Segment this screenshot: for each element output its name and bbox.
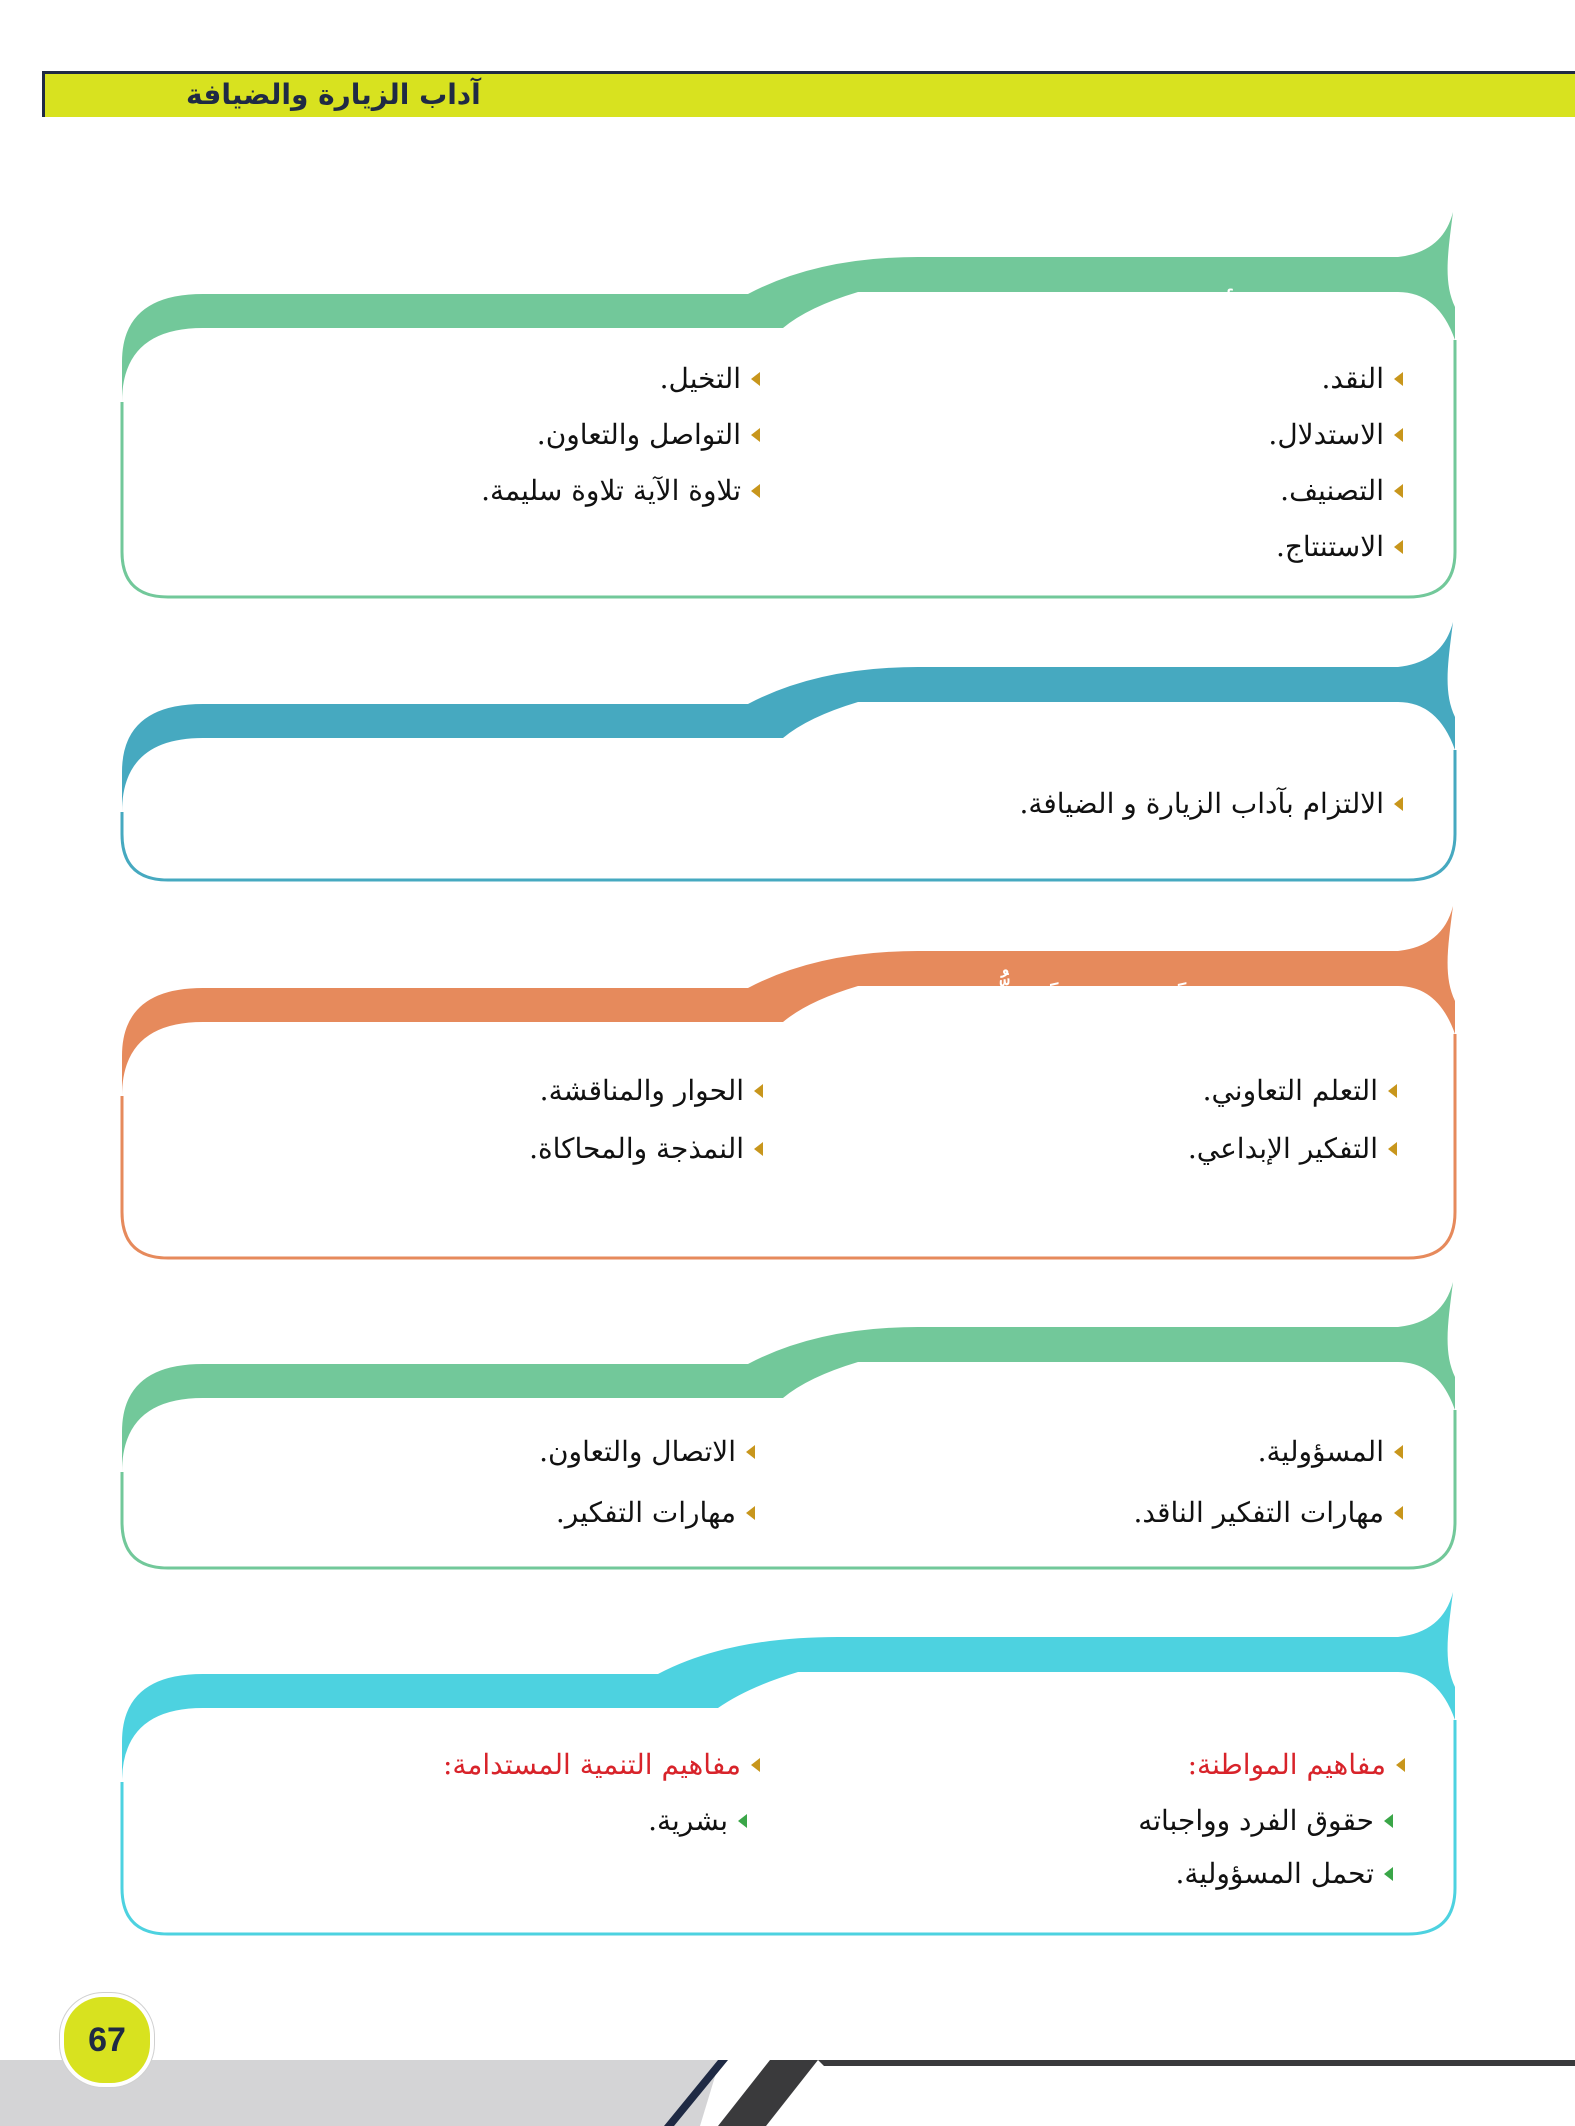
footer-bar xyxy=(0,2060,1575,2126)
section-21st-century-skills xyxy=(118,1282,1455,1572)
bullet-icon xyxy=(751,1758,760,1772)
list-heading: مفاهيم المواطنة: xyxy=(1188,1748,1405,1781)
list-item: حقوق الفرد وواجباته xyxy=(1138,1804,1393,1837)
list-item: المسؤولية. xyxy=(1258,1435,1403,1468)
section-frame xyxy=(118,212,1455,602)
bullet-icon xyxy=(1394,1445,1403,1459)
bullet-icon xyxy=(1394,428,1403,442)
bullet-icon xyxy=(751,372,760,386)
bullet-icon xyxy=(1388,1142,1397,1156)
list-item: التواصل والتعاون. xyxy=(537,418,760,451)
lesson-title: آداب الزيارة والضيافة xyxy=(186,78,481,111)
list-item: التصنيف. xyxy=(1280,474,1403,507)
bullet-icon xyxy=(1394,540,1403,554)
list-heading: مفاهيم التنمية المستدامة: xyxy=(443,1748,760,1781)
section-title: مهارات القرن (21) xyxy=(1085,1362,1370,1397)
list-item: التعلم التعاوني. xyxy=(1203,1074,1397,1107)
bullet-icon xyxy=(751,428,760,442)
bullet-icon xyxy=(1388,1084,1397,1098)
bullet-icon xyxy=(746,1506,755,1520)
section-values xyxy=(118,622,1455,884)
section-strategies xyxy=(118,906,1455,1262)
list-item: تحمل المسؤولية. xyxy=(1175,1857,1393,1890)
section-title: إستراتيجيّات التَّعليم والتَّعــلُّم xyxy=(974,984,1400,1019)
list-item: النقد. xyxy=(1321,362,1403,395)
bullet-icon xyxy=(754,1142,763,1156)
bullet-icon xyxy=(1394,1506,1403,1520)
bullet-icon xyxy=(746,1445,755,1459)
list-item: التخيل. xyxy=(660,362,760,395)
list-item: مهارات التفكير الناقد. xyxy=(1134,1496,1403,1529)
list-item: الاستنتاج. xyxy=(1276,530,1403,563)
list-item: الالتزام بآداب الزيارة و الضيافة. xyxy=(1020,787,1404,820)
bullet-icon xyxy=(1394,484,1403,498)
section-performance-skills xyxy=(118,212,1455,602)
list-item: الاتصال والتعاون. xyxy=(539,1435,755,1468)
section-frame xyxy=(118,622,1455,884)
section-title: المفاهيم xyxy=(1268,1672,1400,1707)
list-item: التفكير الإبداعي. xyxy=(1188,1132,1397,1165)
bullet-icon xyxy=(751,484,760,498)
section-title: المهارات الأدائية ومهارات التفكير xyxy=(908,290,1400,325)
list-item: النمذجة والمحاكاة. xyxy=(529,1132,763,1165)
list-item: مهارات التفكير. xyxy=(556,1496,755,1529)
list-item: الحوار والمناقشة. xyxy=(540,1074,763,1107)
list-item: الاستدلال. xyxy=(1268,418,1403,451)
bullet-icon xyxy=(754,1084,763,1098)
section-title: القيم والاتجاهات xyxy=(1123,700,1370,735)
bullet-icon xyxy=(1394,372,1403,386)
list-item: تلاوة الآية تلاوة سليمة. xyxy=(481,474,760,507)
list-item: بشرية. xyxy=(648,1804,747,1837)
page-number: 67 xyxy=(60,1993,154,2087)
bullet-icon xyxy=(1394,797,1403,811)
bullet-icon xyxy=(1384,1867,1393,1881)
bullet-icon xyxy=(1384,1814,1393,1828)
bullet-icon xyxy=(1396,1758,1405,1772)
bullet-icon xyxy=(738,1814,747,1828)
section-concepts xyxy=(118,1592,1455,1938)
